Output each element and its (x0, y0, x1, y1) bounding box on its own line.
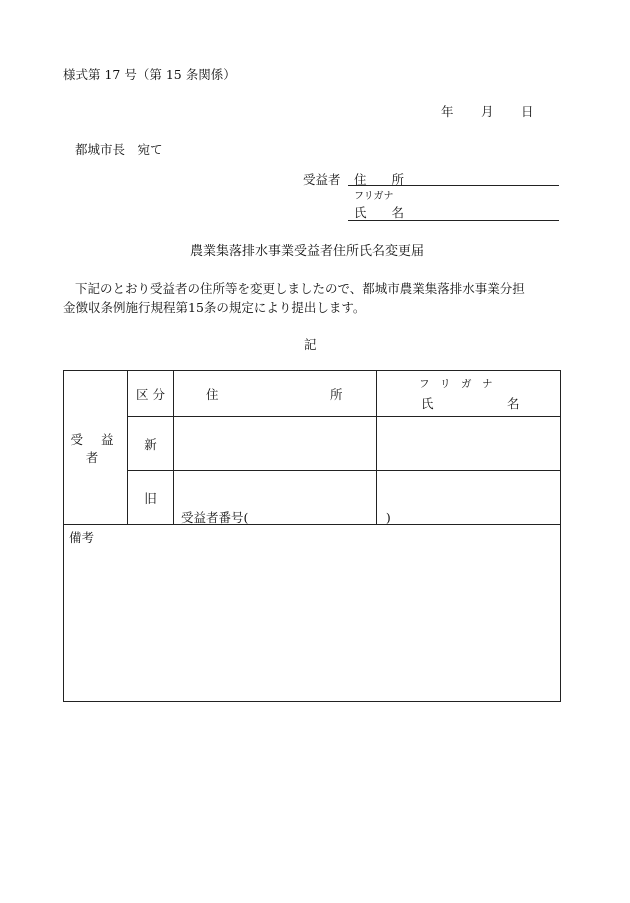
name-header-left: 氏 (421, 396, 434, 411)
applicant-label: 受益者 (303, 172, 341, 187)
old-label-cell (128, 471, 174, 525)
address-header-cell (174, 371, 377, 417)
furigana-header: フ リ ガ ナ (419, 378, 493, 390)
form-number: 様式第 17 号（第 15 条関係） (63, 67, 236, 82)
address-header-left: 住 (206, 387, 219, 402)
name-header-right: 名 (507, 396, 520, 411)
change-table (63, 370, 561, 702)
new-label-cell (128, 417, 174, 471)
beneficiary-label-cell (64, 371, 128, 525)
applicant-address-label: 住 所 (354, 172, 405, 187)
remarks-label: 備考 (69, 530, 95, 545)
date-year: 年 (441, 104, 454, 119)
applicant-name-line (348, 220, 559, 221)
body-line-2: 金徴収条例施行規程第15条の規定により提出します。 (63, 300, 366, 315)
applicant-address-line (348, 185, 559, 186)
category-header: 区 分 (136, 386, 165, 402)
name-header-cell (377, 371, 561, 417)
applicant-name-label: 氏 名 (354, 205, 405, 220)
new-label: 新 (144, 436, 157, 452)
old-label: 旧 (144, 490, 157, 506)
beneficiary-number: 受益者番号( ) (181, 510, 391, 525)
category-header-cell (128, 371, 174, 417)
remarks-cell[interactable] (64, 525, 561, 702)
date-day: 日 (521, 104, 534, 119)
ki-label: 記 (304, 337, 317, 352)
applicant-furigana-label: フリガナ (354, 191, 394, 202)
document-title: 農業集落排水事業受益者住所氏名変更届 (190, 244, 425, 259)
old-name-cell[interactable] (377, 471, 561, 525)
beneficiary-label: 受 益 者 (70, 431, 121, 465)
old-address-cell[interactable] (174, 471, 391, 525)
new-address-cell[interactable] (174, 417, 377, 471)
body-line-1: 下記のとおり受益者の住所等を変更しましたので、都城市農業集落排水事業分担 (75, 281, 525, 296)
date-month: 月 (481, 104, 494, 119)
addressee: 都城市長 宛て (75, 142, 163, 157)
address-header-right: 所 (330, 387, 343, 402)
new-name-cell[interactable] (377, 417, 561, 471)
